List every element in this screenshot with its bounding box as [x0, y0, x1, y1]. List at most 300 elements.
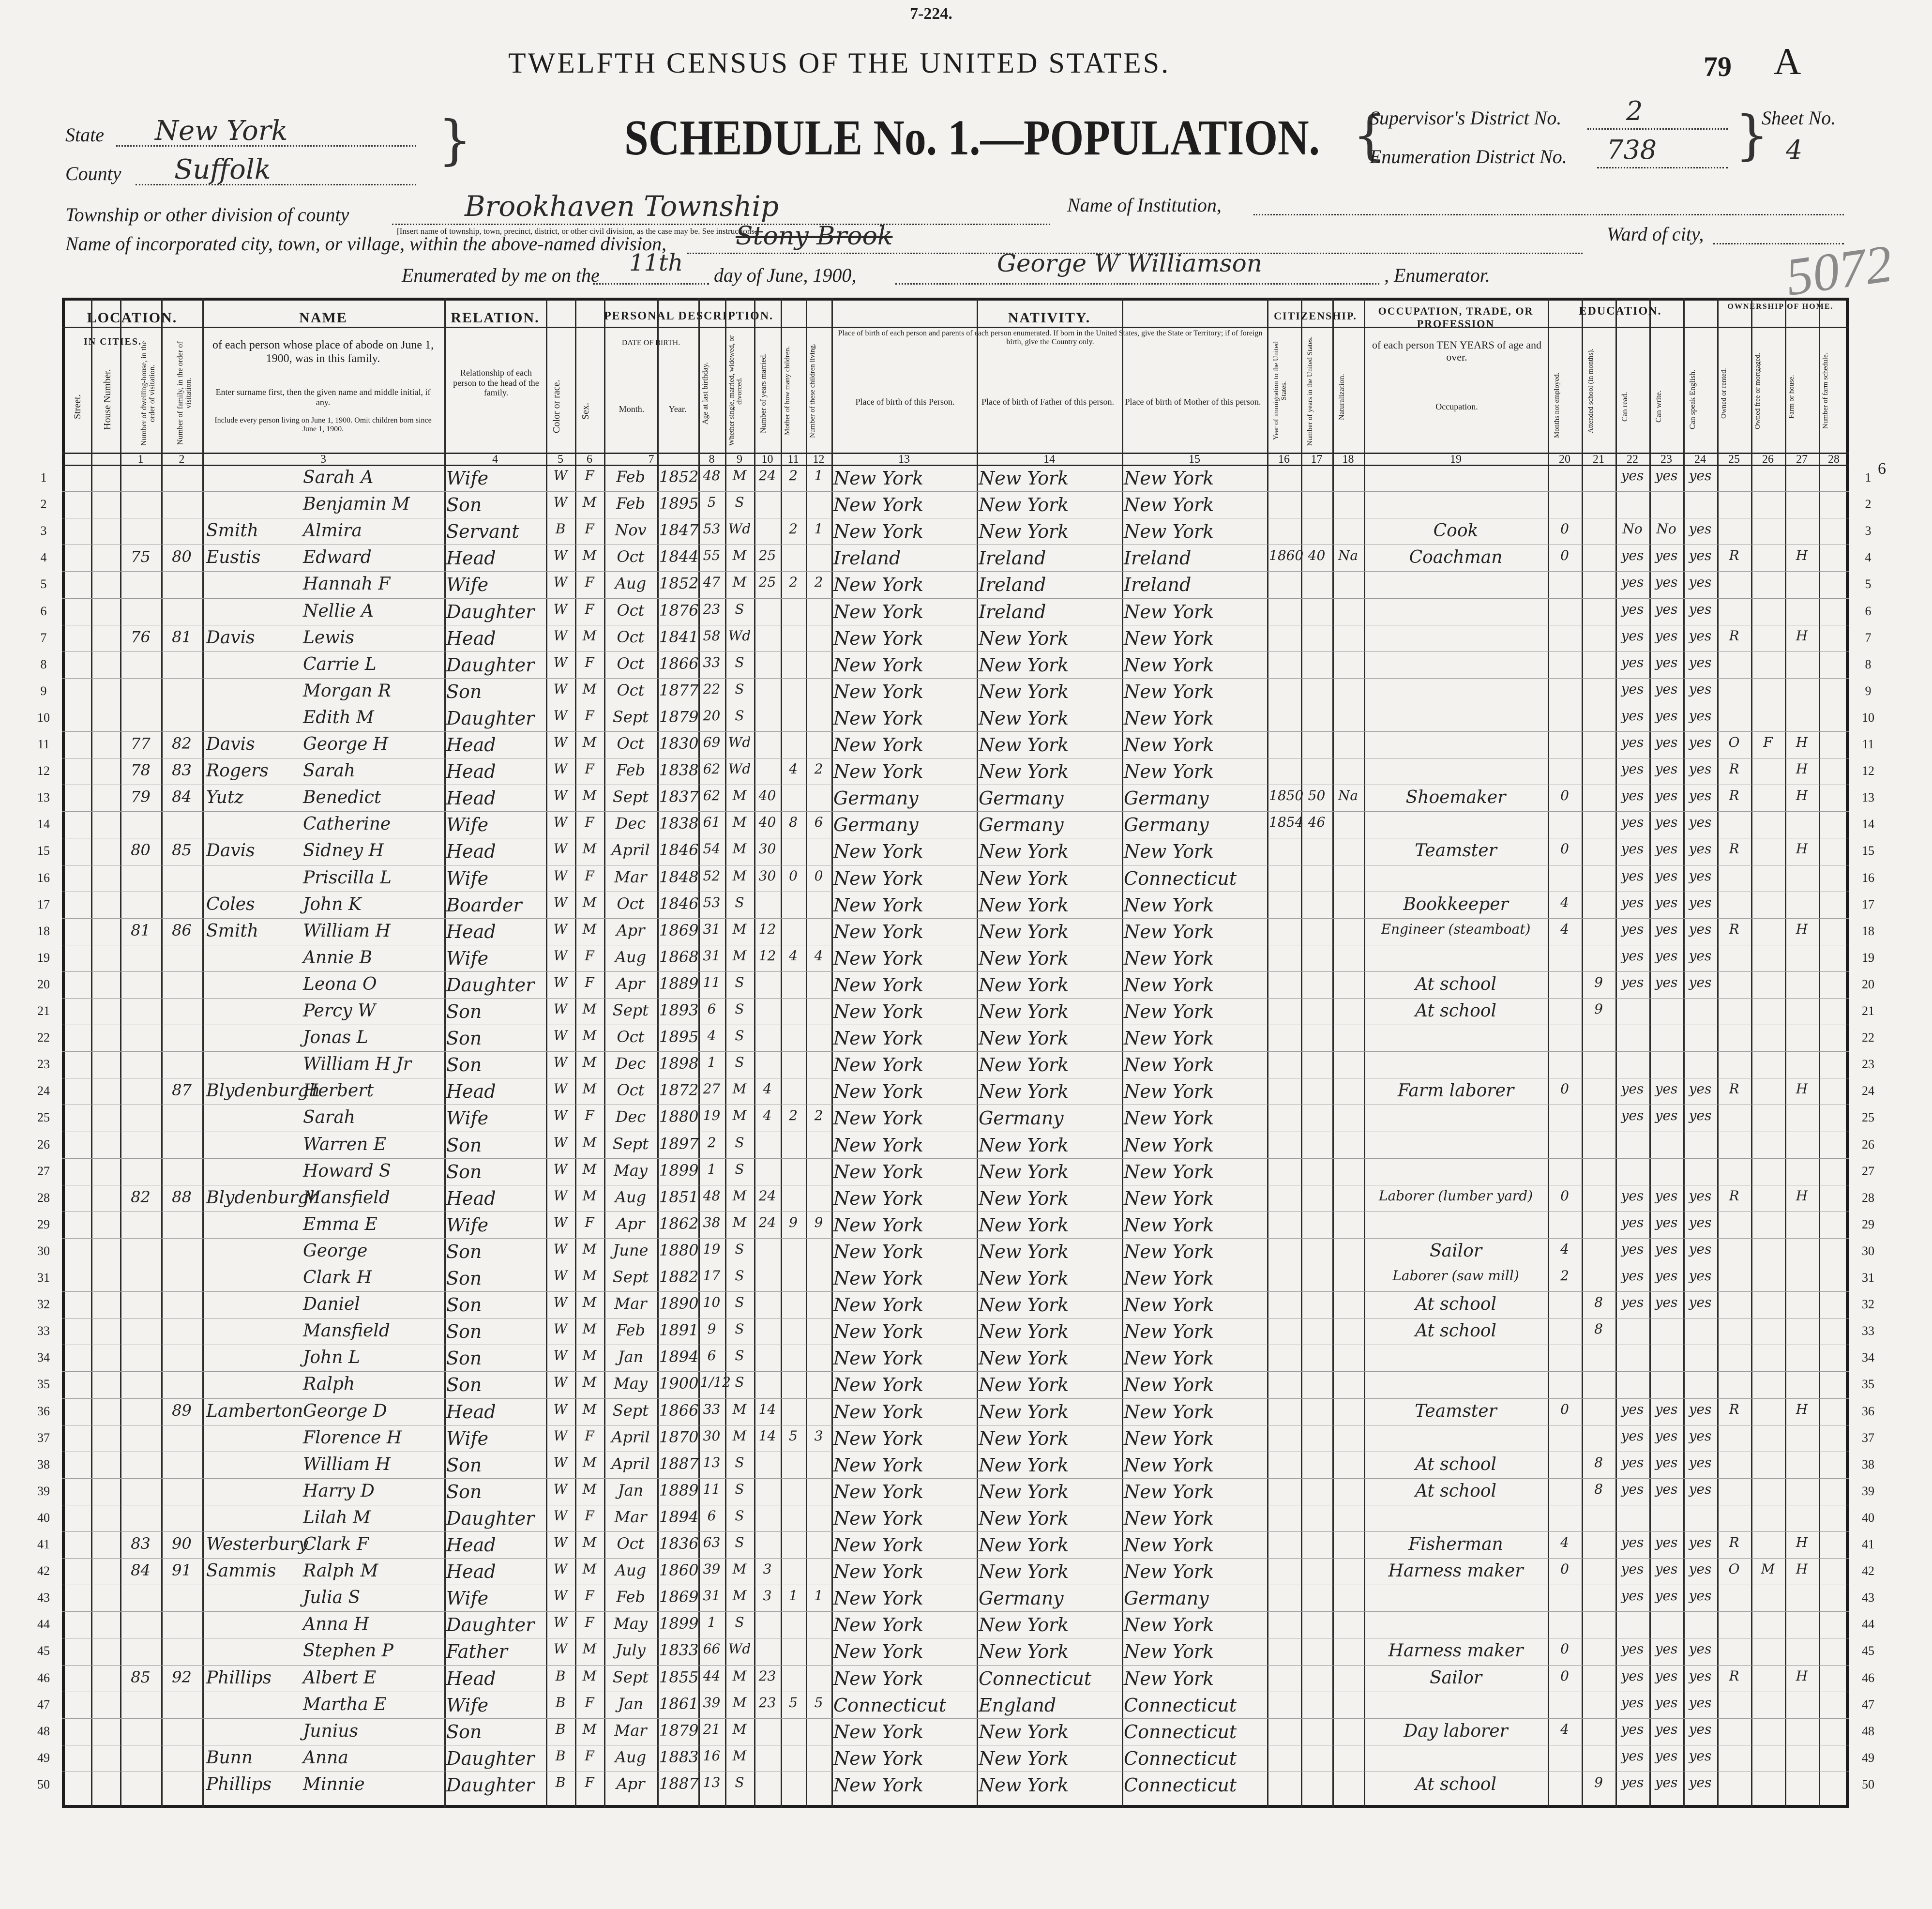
surname: Phillips [206, 1667, 272, 1688]
given-name: Annie B [303, 947, 373, 968]
cell-mar: M [732, 547, 747, 564]
given-name: Florence H [303, 1427, 402, 1448]
cell-sex: F [585, 468, 594, 484]
cell-sp: yes [1689, 841, 1712, 857]
cell-mo: Sept [612, 707, 649, 726]
cell-bf: New York [979, 734, 1069, 756]
cell-cl: 0 [814, 867, 823, 884]
cell-bp: New York [833, 1241, 924, 1262]
cell-wr: yes [1655, 841, 1678, 857]
cell-bp: New York [833, 1774, 924, 1796]
cell-sex: M [582, 494, 597, 511]
page-number: 79 [1704, 51, 1732, 82]
cell-age: 11 [703, 974, 721, 990]
brace-left: } [438, 109, 472, 171]
cell-mo: Jan [618, 1694, 644, 1713]
cell-bp: New York [833, 1588, 924, 1609]
cell-bp: New York [833, 681, 924, 702]
cell-name [206, 1268, 444, 1288]
cell-bp: New York [833, 1107, 924, 1129]
cell-rel: Son [446, 681, 482, 702]
cell-yr: 1870 [659, 1427, 699, 1446]
cell-age: 30 [703, 1427, 721, 1444]
given-name: Harry D [303, 1481, 375, 1501]
cell-rel: Son [446, 1268, 482, 1289]
cell-mc: 5 [789, 1427, 798, 1444]
cell-age: 23 [703, 601, 721, 617]
cell-fam: 90 [172, 1534, 192, 1553]
cell-occ: Farm laborer [1397, 1081, 1514, 1101]
cell-race: W [553, 1534, 568, 1550]
cell-rd: yes [1621, 627, 1644, 644]
cell-bf: Ireland [979, 574, 1046, 596]
cell-rd: yes [1621, 788, 1644, 804]
cell-name [206, 734, 444, 754]
hdr-children-living: Number of these children living. [809, 343, 816, 439]
cell-rel: Wife [446, 1694, 489, 1716]
cell-yr: 1899 [659, 1614, 699, 1633]
row-number-right: 27 [1862, 1164, 1874, 1178]
cell-dw: 78 [131, 761, 151, 780]
cell-ym: 4 [763, 1107, 772, 1124]
cell-fh: H [1796, 1534, 1808, 1550]
cell-bm: New York [1124, 1481, 1214, 1502]
row-number-right: 30 [1862, 1243, 1874, 1258]
cell-rel: Head [446, 1534, 496, 1556]
cell-sex: M [582, 547, 597, 564]
township-note: [Insert name of township, town, precinct, district, or other civil division, as the case may be. See instructions.] [397, 227, 759, 236]
group-relation: RELATION. [451, 310, 540, 326]
cell-yr: 1841 [659, 627, 699, 646]
cell-rel: Head [446, 1667, 496, 1689]
cell-mc: 2 [789, 1107, 798, 1124]
cell-sp: yes [1689, 1427, 1712, 1444]
cell-wr: yes [1655, 1641, 1678, 1657]
cell-sex: M [582, 1667, 597, 1684]
row-number-left: 6 [40, 604, 47, 618]
cell-rel: Head [446, 734, 496, 756]
cell-yr: 1889 [659, 974, 699, 993]
cell-mar: Wd [728, 521, 751, 537]
state-label: State [65, 124, 104, 146]
given-name: Priscilla L [303, 867, 392, 888]
cell-mar: S [735, 1774, 744, 1790]
surname: Smith [206, 921, 258, 941]
cell-bp: New York [833, 1214, 924, 1236]
cell-cl: 1 [814, 1588, 823, 1604]
hdr-years-us: Number of years in the United States. [1306, 336, 1314, 446]
row-number-right: 15 [1862, 844, 1874, 858]
row-number-left: 29 [37, 1217, 50, 1231]
row-number-right: 41 [1862, 1537, 1874, 1551]
cell-sp: yes [1689, 468, 1712, 484]
cell-mar: S [735, 1268, 744, 1284]
cell-sp: yes [1689, 1747, 1712, 1764]
cell-bm: New York [1124, 974, 1214, 996]
cell-name [206, 1401, 444, 1421]
hdr-age: Age at last birthday. [701, 362, 709, 424]
surname: Eustis [206, 547, 261, 568]
state-value: New York [155, 115, 288, 147]
cell-bf: New York [979, 654, 1069, 676]
cell-sp: yes [1689, 1561, 1712, 1577]
given-name: Herbert [303, 1081, 374, 1101]
row-number-left: 34 [37, 1350, 50, 1365]
cell-age: 61 [703, 814, 721, 831]
cell-yr: 1847 [659, 521, 699, 540]
cell-bp: New York [833, 947, 924, 969]
cell-own: R [1729, 1187, 1739, 1204]
cell-ym: 14 [758, 1427, 776, 1444]
cell-sp: yes [1689, 1107, 1712, 1124]
column-number: 21 [1593, 453, 1604, 466]
cell-rd: yes [1621, 681, 1644, 697]
column-divider [1548, 298, 1549, 1808]
cell-yr: 1897 [659, 1134, 699, 1153]
cell-me: 4 [1560, 1721, 1569, 1737]
row-number-left: 33 [37, 1324, 50, 1338]
row-divider [62, 1665, 1849, 1666]
row-number-left: 40 [37, 1510, 50, 1525]
cell-mo: Oct [617, 734, 645, 753]
cell-yr: 1851 [659, 1187, 699, 1206]
cell-rel: Wife [446, 1107, 489, 1129]
cell-sex: M [582, 788, 597, 804]
cell-bm: New York [1124, 1561, 1214, 1583]
cell-race: W [553, 468, 568, 484]
cell-mo: Dec [615, 1054, 646, 1073]
row-number-left: 38 [37, 1457, 50, 1471]
cell-fh: H [1796, 734, 1808, 750]
group-ownership: OWNERSHIP OF HOME. [1727, 303, 1834, 311]
cell-sp: yes [1689, 1401, 1712, 1417]
surname: Lamberton [206, 1401, 303, 1421]
cell-race: W [553, 707, 568, 724]
surname: Sammis [206, 1561, 276, 1581]
cell-rd: yes [1621, 814, 1644, 831]
cell-bp: New York [833, 1187, 924, 1209]
cell-bf: New York [979, 1454, 1069, 1476]
cell-rel: Head [446, 1561, 496, 1583]
cell-wr: yes [1655, 1081, 1678, 1097]
cell-bp: New York [833, 1721, 924, 1742]
column-divider [444, 298, 446, 1808]
hdr-attended-school: Attended school (in months). [1587, 348, 1595, 433]
row-number-right: 10 [1862, 710, 1874, 725]
cell-yr: 1846 [659, 841, 699, 860]
cell-rel: Son [446, 1134, 482, 1156]
cell-sp: yes [1689, 1534, 1712, 1550]
cell-name [206, 1294, 444, 1314]
row-number-left: 32 [37, 1297, 50, 1312]
cell-bm: Connecticut [1124, 1694, 1237, 1716]
cell-rd: yes [1621, 707, 1644, 724]
cell-bf: New York [979, 1534, 1069, 1556]
row-number-right: 20 [1862, 977, 1874, 991]
cell-mar: Wd [728, 627, 751, 644]
cell-yus: 46 [1308, 814, 1326, 831]
cell-mar: M [732, 1214, 747, 1230]
cell-age: 39 [703, 1561, 721, 1577]
column-divider [575, 298, 576, 1808]
cell-rd: yes [1621, 1081, 1644, 1097]
cell-cl: 1 [814, 468, 823, 484]
surname: Blydenburgh [206, 1081, 320, 1101]
cell-age: 22 [703, 681, 721, 697]
given-name: Minnie [303, 1774, 365, 1794]
cell-wr: yes [1655, 681, 1678, 697]
cell-wr: yes [1655, 734, 1678, 750]
city-label: Name of incorporated city, town, or village, within the above-named division, [65, 233, 667, 255]
hdr-birth-mother: Place of birth of Mother of this person. [1125, 397, 1261, 407]
cell-age: 17 [703, 1268, 721, 1284]
row-number-right: 26 [1862, 1137, 1874, 1151]
cell-sp: yes [1689, 1268, 1712, 1284]
cell-name [206, 948, 444, 968]
cell-fam: 92 [172, 1667, 192, 1686]
cell-fam: 85 [172, 841, 192, 860]
column-divider [202, 298, 204, 1808]
cell-sex: M [582, 1268, 597, 1284]
cell-sp: yes [1689, 1721, 1712, 1737]
schedule-title: SCHEDULE No. 1.—POPULATION. [624, 110, 1320, 166]
cell-ym: 24 [758, 1214, 776, 1230]
column-divider [546, 298, 547, 1808]
cell-yr: 1848 [659, 867, 699, 886]
cell-sex: M [582, 1561, 597, 1577]
cell-race: W [553, 921, 568, 937]
cell-fam: 84 [172, 788, 192, 806]
surname: Coles [206, 894, 255, 914]
cell-occ: Teamster [1415, 841, 1497, 861]
cell-name [206, 1054, 444, 1074]
surname: Blydenburgh [206, 1187, 320, 1208]
cell-ym: 23 [758, 1694, 776, 1711]
cell-bm: New York [1124, 1454, 1214, 1476]
row-number-right: 44 [1862, 1617, 1874, 1632]
row-number-left: 28 [37, 1190, 50, 1205]
given-name: Morgan R [303, 681, 391, 701]
cell-mc: 0 [789, 867, 798, 884]
given-name: Howard S [303, 1161, 391, 1181]
cell-ym: 25 [758, 574, 776, 591]
cell-yr: 1877 [659, 681, 699, 699]
cell-sex: M [582, 1294, 597, 1311]
cell-bm: Connecticut [1124, 867, 1237, 889]
row-number-left: 17 [37, 897, 50, 911]
given-name: Edward [303, 547, 372, 568]
cell-fh: H [1796, 841, 1808, 857]
cell-bf: New York [979, 1561, 1069, 1583]
cell-rel: Wife [446, 1214, 489, 1236]
row-number-right: 16 [1862, 870, 1874, 885]
cell-mar: S [735, 1534, 744, 1550]
cell-yr: 1887 [659, 1774, 699, 1793]
cell-yr: 1898 [659, 1054, 699, 1073]
cell-mar: S [735, 1454, 744, 1470]
cell-mar: S [735, 1241, 744, 1257]
column-number: 28 [1828, 453, 1840, 466]
cell-rel: Head [446, 921, 496, 942]
cell-race: W [553, 1588, 568, 1604]
row-number-right: 7 [1865, 630, 1872, 645]
row-number-left: 5 [40, 577, 47, 591]
cell-sex: F [585, 947, 594, 964]
hdr-free-mortgaged: Owned free or mortgaged. [1754, 352, 1762, 429]
cell-name [206, 1721, 444, 1741]
cell-nat: Na [1338, 547, 1358, 564]
cell-bp: New York [833, 894, 924, 916]
cell-sex: F [585, 1427, 594, 1444]
row-number-right: 5 [1865, 577, 1872, 591]
cell-name [206, 574, 444, 594]
cell-yr: 1876 [659, 601, 699, 620]
cell-bm: Germany [1124, 814, 1209, 836]
enumeration-label: Enumeration District No. [1370, 146, 1567, 167]
row-number-left: 21 [37, 1004, 50, 1018]
given-name: Anna H [303, 1614, 369, 1635]
row-number-right: 33 [1862, 1324, 1874, 1338]
given-name: Warren E [303, 1134, 386, 1154]
cell-rd: yes [1621, 734, 1644, 750]
cell-sp: yes [1689, 1481, 1712, 1497]
cell-bp: New York [833, 1134, 924, 1156]
cell-nat: Na [1338, 788, 1358, 804]
row-number-left: 20 [37, 977, 50, 991]
cell-wr: yes [1655, 1401, 1678, 1417]
row-number-right: 34 [1862, 1350, 1874, 1365]
enumeration-day: 11th [629, 249, 683, 276]
page-letter: A [1774, 40, 1801, 82]
column-number: 17 [1311, 453, 1323, 466]
cell-cl: 5 [814, 1694, 823, 1711]
cell-mar: S [735, 601, 744, 617]
cell-race: W [553, 947, 568, 964]
cell-race: W [553, 1641, 568, 1657]
column-divider [1751, 298, 1752, 1808]
cell-yr: 1883 [659, 1747, 699, 1766]
cell-mo: April [611, 841, 650, 860]
cell-wr: yes [1655, 1294, 1678, 1311]
cell-fam: 91 [172, 1561, 192, 1580]
cell-mar: S [735, 707, 744, 724]
given-name: Catherine [303, 814, 391, 834]
given-name: Jonas L [303, 1028, 368, 1048]
cell-race: W [553, 1134, 568, 1151]
cell-name [206, 921, 444, 941]
given-name: Hannah F [303, 574, 391, 594]
cell-occ: Cook [1433, 521, 1479, 541]
cell-mar: M [732, 1667, 747, 1684]
cell-wr: yes [1655, 654, 1678, 670]
row-number-right: 14 [1862, 817, 1874, 832]
cell-bf: New York [979, 841, 1069, 863]
column-divider [1364, 298, 1365, 1808]
cell-fam: 83 [172, 761, 192, 780]
cell-yr: 1895 [659, 494, 699, 513]
cell-fam: 81 [172, 627, 192, 646]
cell-wr: yes [1655, 1268, 1678, 1284]
cell-rel: Head [446, 761, 496, 783]
cell-bm: Connecticut [1124, 1747, 1237, 1769]
cell-rd: No [1622, 521, 1643, 537]
cell-occ: At school [1415, 1454, 1496, 1474]
cell-sex: M [582, 894, 597, 910]
surname: Yutz [206, 788, 244, 808]
cell-bp: New York [833, 1001, 924, 1022]
cell-mar: S [735, 1614, 744, 1631]
column-divider [1683, 298, 1685, 1808]
cell-rel: Daughter [446, 654, 535, 676]
group-location: LOCATION. [87, 310, 178, 326]
row-number-left: 9 [40, 683, 47, 698]
cell-bf: New York [979, 1134, 1069, 1156]
row-number-left: 49 [37, 1750, 50, 1765]
cell-mar: M [732, 574, 747, 591]
cell-age: 44 [703, 1667, 721, 1684]
column-number: 9 [737, 453, 742, 466]
township-label: Township or other division of county [65, 204, 349, 226]
cell-own: O [1728, 1561, 1740, 1577]
cell-race: W [553, 547, 568, 564]
column-number: 12 [813, 453, 825, 466]
row-number-left: 18 [37, 924, 50, 938]
hdr-can-read: Can read. [1621, 392, 1629, 422]
cell-name [206, 681, 444, 701]
cell-dw: 80 [131, 841, 151, 860]
cell-occ: At school [1415, 1001, 1496, 1021]
cell-bm: New York [1124, 1241, 1214, 1262]
cell-bm: New York [1124, 494, 1214, 516]
row-divider [62, 971, 1849, 972]
cell-own: R [1729, 547, 1739, 564]
cell-sex: F [585, 1588, 594, 1604]
cell-rel: Head [446, 627, 496, 649]
cell-bm: Connecticut [1124, 1721, 1237, 1742]
cell-sp: yes [1689, 521, 1712, 537]
cell-mo: April [611, 1454, 650, 1473]
cell-rel: Son [446, 1161, 482, 1182]
cell-bp: New York [833, 1294, 924, 1316]
cell-name [206, 894, 444, 914]
cell-mar: M [732, 1187, 747, 1204]
cell-rd: yes [1621, 468, 1644, 484]
cell-fam: 87 [172, 1081, 192, 1100]
cell-bm: Germany [1124, 788, 1209, 809]
supervisor-label: Supervisor's District No. [1370, 107, 1562, 129]
cell-rel: Daughter [446, 974, 535, 996]
cell-mo: April [611, 1427, 650, 1446]
column-number: 20 [1559, 453, 1570, 466]
group-nativity: NATIVITY. [1008, 310, 1091, 326]
cell-sp: yes [1689, 654, 1712, 670]
cell-bm: New York [1124, 1107, 1214, 1129]
row-number-right: 4 [1865, 550, 1872, 565]
cell-name [206, 868, 444, 888]
cell-age: 69 [703, 734, 721, 750]
cell-bp: Germany [833, 814, 919, 836]
cell-mar: S [735, 681, 744, 697]
cell-bm: New York [1124, 734, 1214, 756]
cell-name [206, 1534, 444, 1554]
cell-imm: 1860 [1269, 547, 1304, 564]
supervisor-value: 2 [1626, 96, 1643, 126]
column-divider [698, 298, 700, 1808]
cell-wr: yes [1655, 1588, 1678, 1604]
cell-fam: 86 [172, 921, 192, 939]
cell-me: 4 [1560, 921, 1569, 937]
cell-bf: New York [979, 1081, 1069, 1103]
